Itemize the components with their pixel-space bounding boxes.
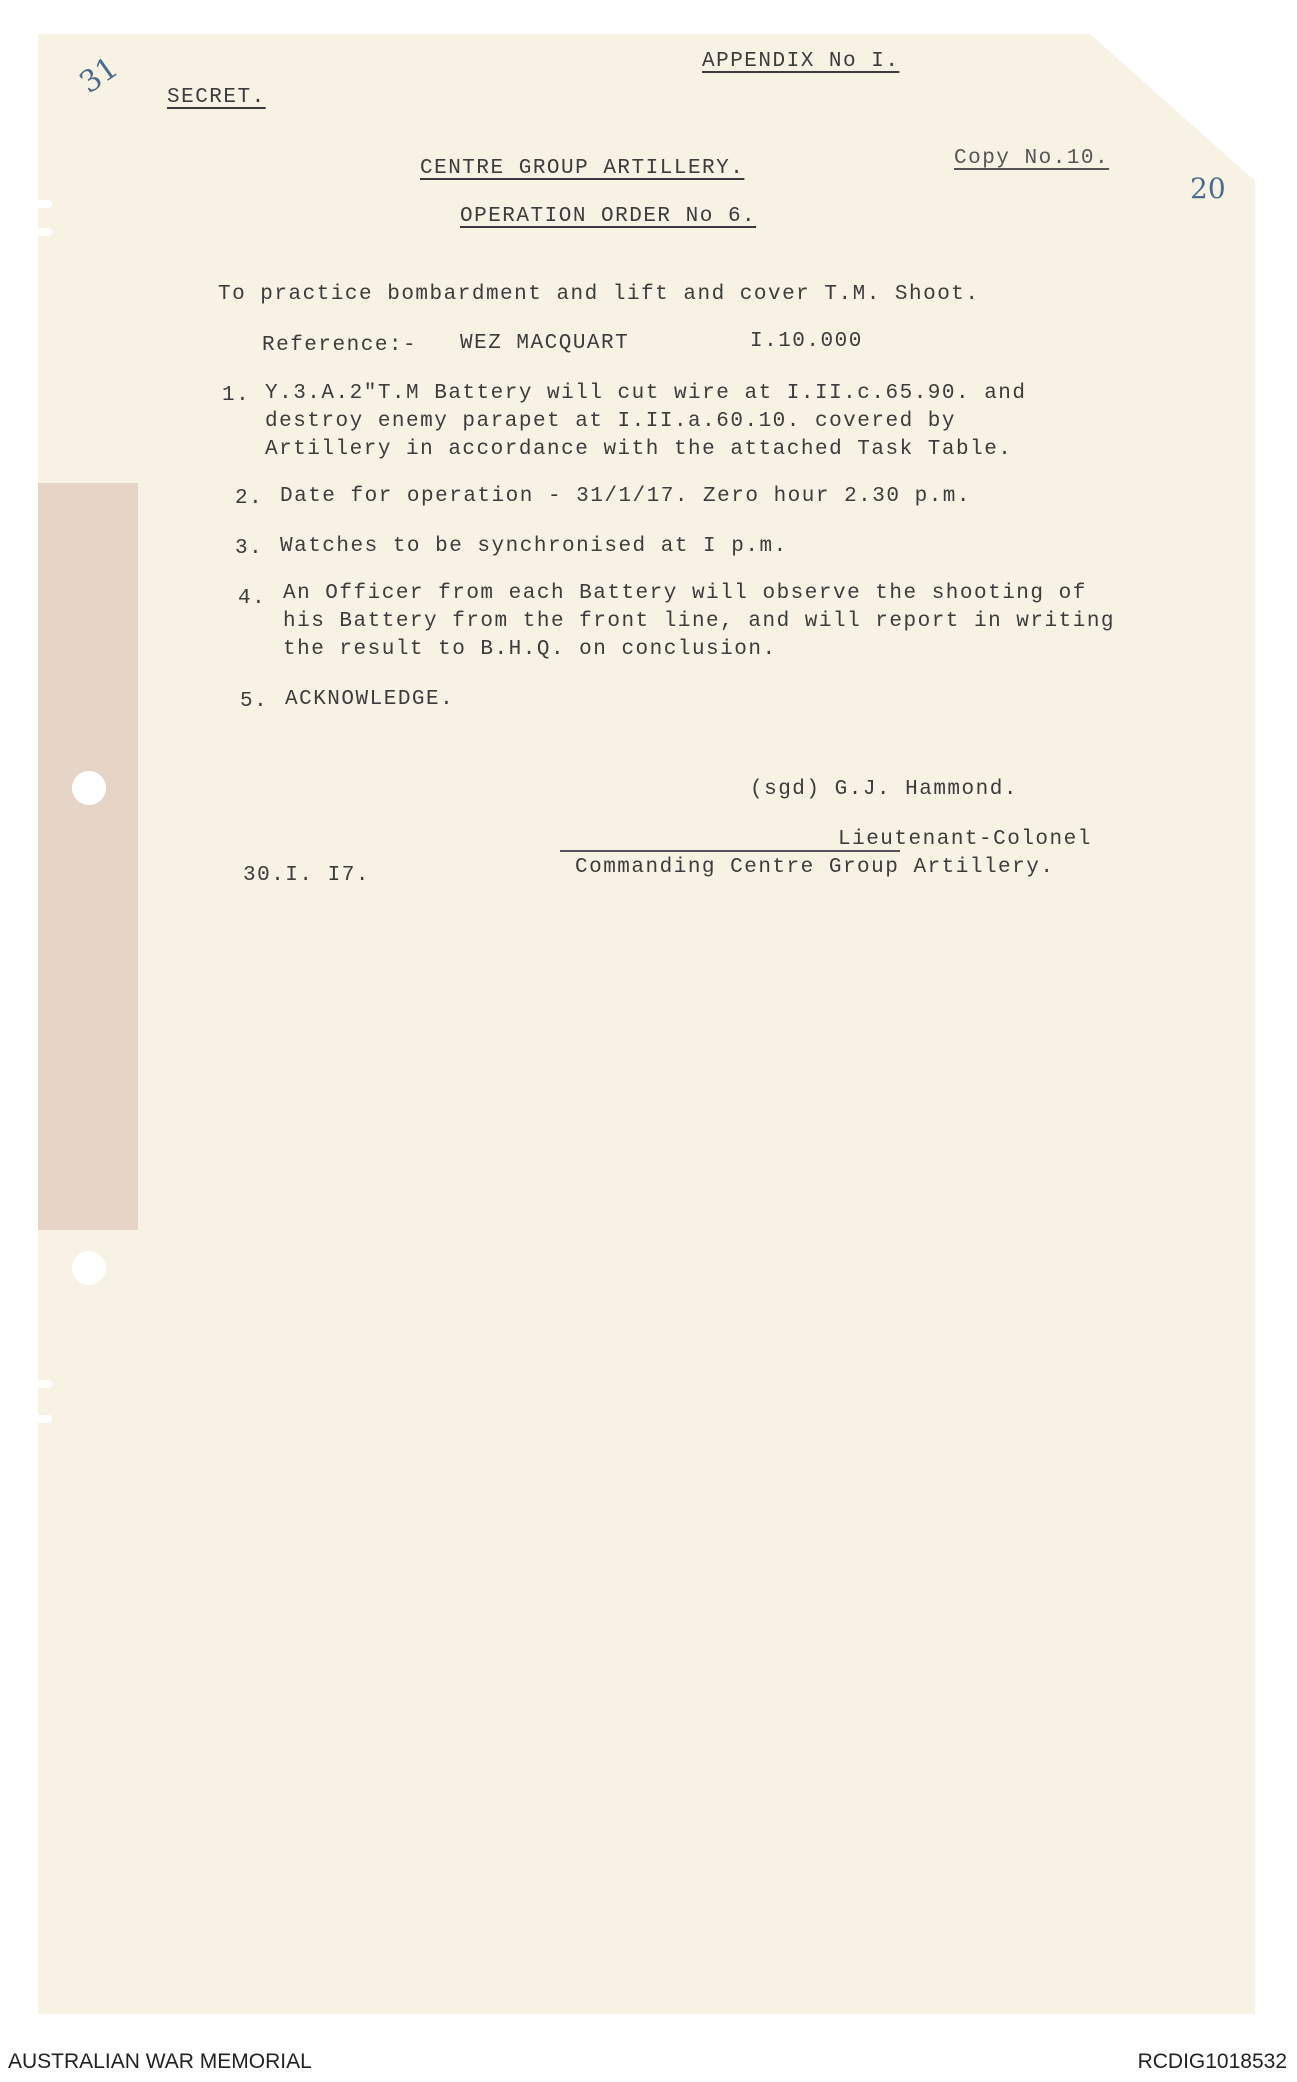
order-item-number: 5. [240, 690, 269, 713]
order-item-text: ACKNOWLEDGE. [285, 688, 455, 711]
signature: (sgd) G.J. Hammond. [750, 778, 1018, 801]
punch-hole-bottom [72, 1251, 106, 1285]
order-date: 30.I. I7. [243, 864, 370, 887]
order-item-number: 2. [235, 487, 264, 510]
edge-notch [38, 1380, 52, 1388]
order-item-text: Y.3.A.2"T.M Battery will cut wire at I.II.c.65.90. and destroy enemy parapet at I.II.a.60.10. covered by Artillery in accordance with the attached Task Table. [265, 382, 1027, 461]
order-item-number: 1. [222, 384, 251, 407]
copy-number: Copy No.10. [954, 147, 1110, 170]
archive-reference: RCDIG1018532 [1137, 2050, 1287, 2073]
order-item-text: Date for operation - 31/1/17. Zero hour 2.30 p.m. [280, 485, 972, 508]
signatory-rank: Lieutenant-Colonel [838, 828, 1092, 851]
intro-text: To practice bombardment and lift and cover T.M. Shoot. [218, 283, 980, 306]
edge-notch [38, 228, 52, 236]
edge-notch [38, 1415, 52, 1423]
reference-map: I.10.000 [750, 330, 863, 353]
title-line-1: CENTRE GROUP ARTILLERY. [420, 157, 745, 180]
order-item-text: Watches to be synchronised at I p.m. [280, 535, 788, 558]
order-item-number: 3. [235, 537, 264, 560]
tape-stain [38, 483, 138, 1230]
document-page [38, 34, 1255, 2014]
page-number: 20 [1190, 172, 1226, 205]
punch-hole-top [72, 771, 106, 805]
title-line-2: OPERATION ORDER No 6. [460, 205, 757, 228]
classification: SECRET. [167, 86, 266, 109]
signatory-appointment: Commanding Centre Group Artillery. [575, 856, 1055, 879]
archive-credit: AUSTRALIAN WAR MEMORIAL [8, 2050, 312, 2073]
folio-number: 31 [73, 50, 125, 101]
edge-notch [38, 200, 52, 208]
reference-label: Reference:- [262, 334, 418, 357]
order-item-number: 4. [238, 587, 267, 610]
reference-place: WEZ MACQUART [460, 332, 630, 355]
appendix-heading: APPENDIX No I. [702, 50, 900, 73]
order-item-text: An Officer from each Battery will observe the shooting of his Battery from the front line, and will report in writing the result to B.H.Q. on conclusion. [283, 582, 1116, 661]
